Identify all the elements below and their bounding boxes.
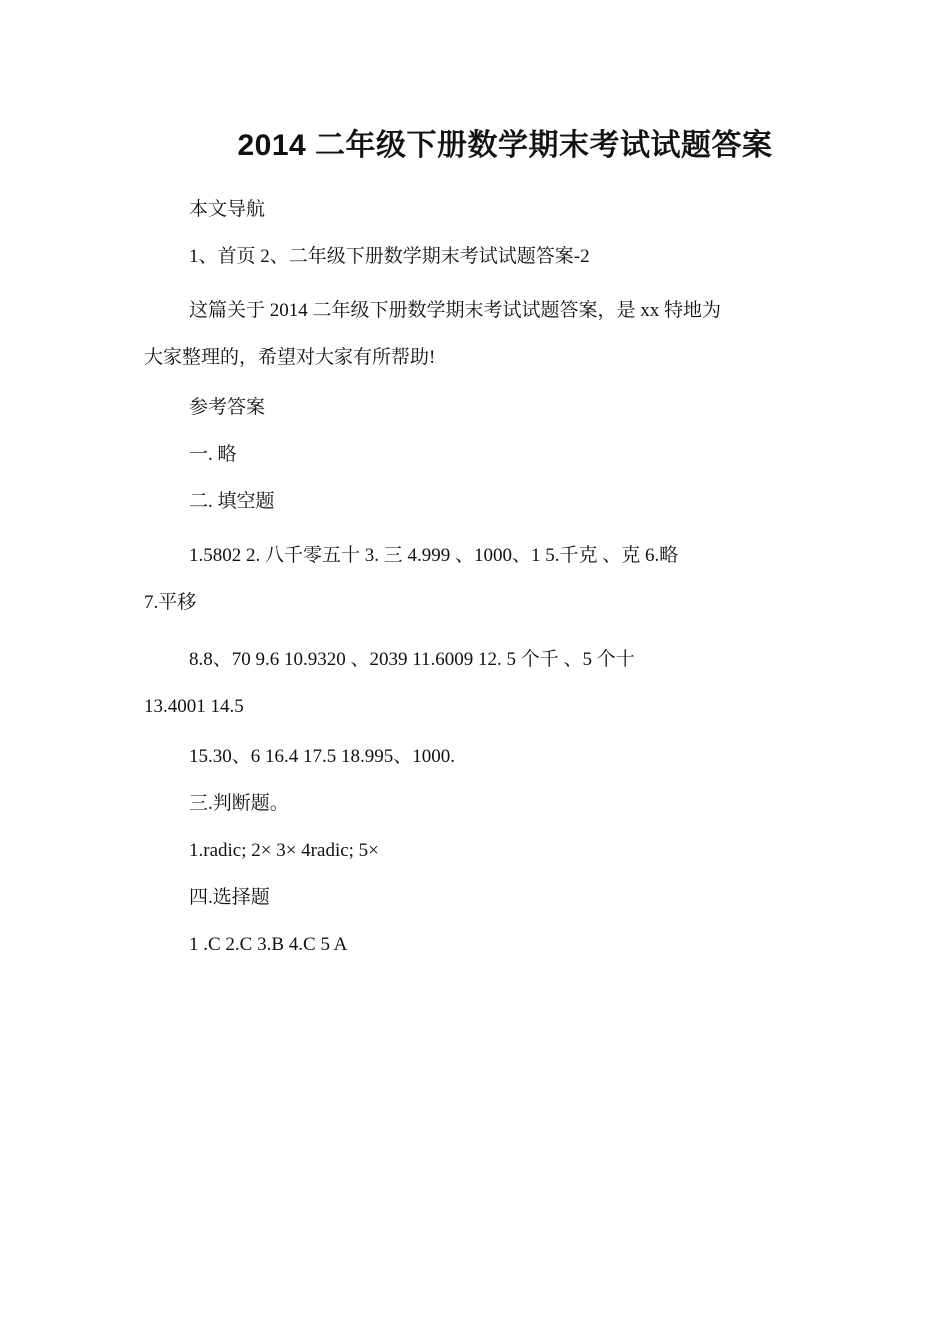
answers-heading: 参考答案 <box>189 397 266 418</box>
section-2-heading: 二. 填空题 <box>189 491 275 512</box>
intro-line-2: 大家整理的，希望对大家有所帮助! <box>144 347 436 368</box>
document-body <box>144 193 808 975</box>
fill-in-row-1-line-1: 1.5802 2. 八千零五十 3. 三 4.999 、1000、1 5.千克 、克 6.略 <box>189 545 679 566</box>
fill-in-row-3: 15.30、6 16.4 17.5 18.995、1000. <box>189 746 456 767</box>
section-3-heading: 三.判断题。 <box>189 793 289 814</box>
fill-in-row-1-line-2: 7.平移 <box>144 592 197 613</box>
fill-in-row-2 <box>144 636 808 730</box>
nav-links[interactable]: 1、首页 2、二年级下册数学期末考试试题答案-2 <box>189 246 590 267</box>
section-1: 一. 略 <box>189 444 237 465</box>
fill-in-row-2-line-1: 8.8、70 9.6 10.9320 、2039 11.6009 12. 5 个千 、5 个十 <box>189 649 635 670</box>
judgment-answers: 1.radic; 2× 3× 4radic; 5× <box>189 840 379 861</box>
nav-heading: 本文导航 <box>189 199 266 220</box>
intro-paragraph <box>144 287 808 381</box>
fill-in-row-1 <box>144 532 808 626</box>
section-4-heading: 四.选择题 <box>189 887 270 908</box>
intro-line-1: 这篇关于 2014 二年级下册数学期末考试试题答案，是 xx 特地为 <box>189 300 722 321</box>
fill-in-row-2-line-2: 13.4001 14.5 <box>144 696 244 717</box>
page-title: 2014 二年级下册数学期末考试试题答案 <box>237 129 773 162</box>
choice-answers: 1 .C 2.C 3.B 4.C 5 A <box>189 934 348 955</box>
